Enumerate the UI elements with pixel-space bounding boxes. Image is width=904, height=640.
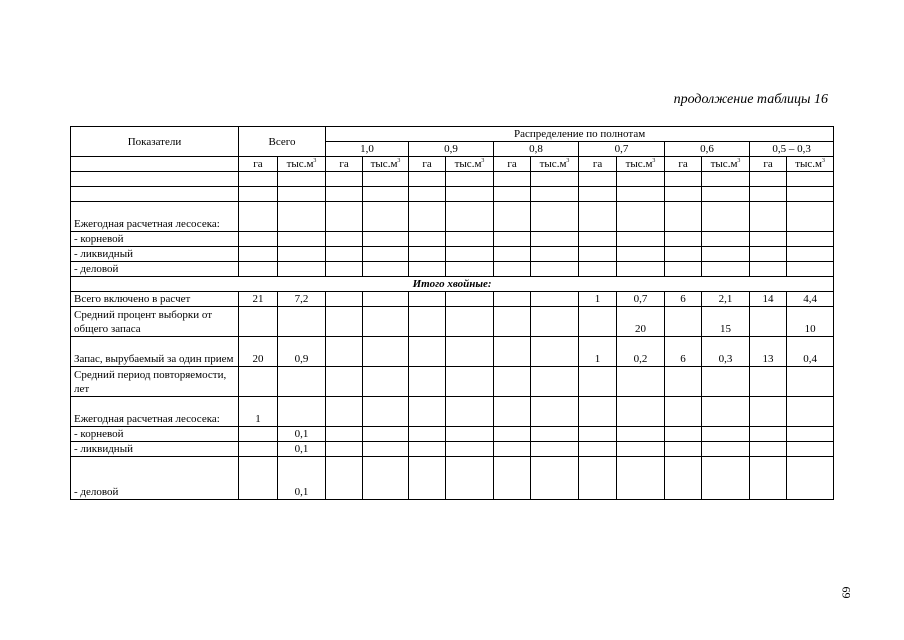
table-cell: [409, 457, 446, 500]
table-cell: 21: [239, 292, 278, 307]
table-cell: [750, 172, 787, 187]
row-label: Ежегодная расчетная лесосека:: [71, 397, 239, 427]
table-cell: [531, 367, 579, 397]
header-indicators: Показатели: [71, 127, 239, 157]
table-cell: [531, 442, 579, 457]
table-cell: [787, 172, 834, 187]
table-cell: [617, 232, 665, 247]
table-cell: [278, 307, 326, 337]
unit-volume-superscript: 3: [737, 158, 741, 164]
table-cell: [363, 187, 409, 202]
table-cell: [446, 262, 494, 277]
table-cell: [665, 442, 702, 457]
table-row: [71, 367, 834, 397]
table-cell: [326, 262, 363, 277]
table-cell: [363, 427, 409, 442]
table-row: [71, 427, 834, 442]
table-cell: [239, 427, 278, 442]
header-group-0: 1,0: [326, 142, 409, 157]
unit-volume-text: тыс.м: [539, 158, 567, 170]
table-cell: [494, 247, 531, 262]
table-row: [71, 187, 834, 202]
table-cell: [750, 457, 787, 500]
table-cell: [787, 367, 834, 397]
table-cell: [326, 427, 363, 442]
table-cell: [363, 367, 409, 397]
table-cell: [278, 262, 326, 277]
table-cell: 20: [239, 337, 278, 367]
table-cell: [531, 247, 579, 262]
table-cell: [665, 172, 702, 187]
table-row: [71, 247, 834, 262]
table-cell: 20: [617, 307, 665, 337]
table-cell: [787, 457, 834, 500]
table-cell: 0,9: [278, 337, 326, 367]
table-cell: 15: [702, 307, 750, 337]
table-cell: [446, 202, 494, 232]
header-group-2: 0,8: [494, 142, 579, 157]
table-cell: [239, 307, 278, 337]
unit-volume-superscript: 3: [822, 158, 825, 164]
table-cell: [494, 187, 531, 202]
header-unit-volume: [278, 157, 326, 172]
table-cell: [665, 187, 702, 202]
table-cell: [409, 202, 446, 232]
unit-volume-superscript: 3: [652, 158, 656, 164]
table-cell: [750, 442, 787, 457]
table-cell: [446, 247, 494, 262]
table-cell: [326, 232, 363, 247]
header-unit-volume: [617, 157, 665, 172]
table-cell: 7,2: [278, 292, 326, 307]
table-cell: [494, 232, 531, 247]
table-cell: [446, 292, 494, 307]
table-row: [71, 232, 834, 247]
table-cell: 1: [579, 292, 617, 307]
table-cell: [750, 307, 787, 337]
table-cell: [494, 307, 531, 337]
unit-volume-text: тыс.м: [625, 158, 653, 170]
table-cell: [446, 457, 494, 500]
table-cell: [787, 262, 834, 277]
table-cell: [326, 457, 363, 500]
header-unit-volume: [702, 157, 750, 172]
header-unit-volume: [363, 157, 409, 172]
table-cell: [702, 172, 750, 187]
table-cell: [617, 262, 665, 277]
table-cell: [617, 457, 665, 500]
row-label: - деловой: [71, 262, 239, 277]
table-cell: [239, 232, 278, 247]
header-unit-ha: га: [239, 157, 278, 172]
table-row: [71, 337, 834, 367]
table-cell: [409, 307, 446, 337]
table-cell: [363, 247, 409, 262]
table-cell: [326, 442, 363, 457]
table-cell: [239, 187, 278, 202]
table-cell: [446, 187, 494, 202]
table-cell: [531, 457, 579, 500]
row-label: Запас, вырубаемый за один прием: [71, 337, 239, 367]
table-cell: [617, 367, 665, 397]
unit-volume-text: тыс.м: [795, 158, 822, 170]
table-cell: [665, 427, 702, 442]
table-cell: [326, 397, 363, 427]
table-cell: [750, 397, 787, 427]
table-cell: 0,2: [617, 337, 665, 367]
table-cell: [617, 442, 665, 457]
table-cell: 6: [665, 337, 702, 367]
header-group-4: 0,6: [665, 142, 750, 157]
table-cell: 0,1: [278, 427, 326, 442]
row-label: Ежегодная расчетная лесосека:: [71, 202, 239, 232]
table-cell: [531, 172, 579, 187]
table-cell: 0,1: [278, 442, 326, 457]
table-cell: [665, 262, 702, 277]
table-cell: 0,4: [787, 337, 834, 367]
header-unit-ha: га: [409, 157, 446, 172]
table-cell: [278, 397, 326, 427]
table-cell: [787, 442, 834, 457]
table-body: [71, 172, 834, 500]
table-cell: [363, 397, 409, 427]
table-cell: [326, 172, 363, 187]
table-cell: [409, 247, 446, 262]
table-cell: [326, 187, 363, 202]
table-row: [71, 262, 834, 277]
table-cell: [787, 397, 834, 427]
table-cell: [494, 442, 531, 457]
header-unit-ha: га: [579, 157, 617, 172]
header-group-3: 0,7: [579, 142, 665, 157]
table-cell: [702, 232, 750, 247]
table-row: [71, 442, 834, 457]
table-header: [71, 127, 834, 172]
table-cell: [579, 247, 617, 262]
data-table: [70, 126, 834, 500]
table-cell: [702, 442, 750, 457]
table-cell: [409, 337, 446, 367]
unit-volume-superscript: 3: [313, 158, 317, 164]
table-cell: [579, 427, 617, 442]
table-cell: [665, 232, 702, 247]
table-cell: [446, 442, 494, 457]
table-cell: [363, 457, 409, 500]
row-label: - ликвидный: [71, 247, 239, 262]
table-cell: [494, 172, 531, 187]
table-cell: [787, 232, 834, 247]
header-unit-volume: [531, 157, 579, 172]
table-cell: 10: [787, 307, 834, 337]
table-cell: [750, 247, 787, 262]
table-cell: [787, 247, 834, 262]
unit-volume-text: тыс.м: [286, 158, 314, 170]
table-cell: [239, 457, 278, 500]
table-cell: [494, 292, 531, 307]
table-cell: 0,7: [617, 292, 665, 307]
table-cell: [409, 442, 446, 457]
table-cell: [665, 457, 702, 500]
table-cell: [579, 442, 617, 457]
row-label: - корневой: [71, 427, 239, 442]
unit-volume-superscript: 3: [397, 158, 401, 164]
table-cell: [363, 262, 409, 277]
table-cell: [531, 337, 579, 367]
table-cell: [617, 172, 665, 187]
table-cell: [409, 292, 446, 307]
table-cell: [702, 247, 750, 262]
row-label: - ликвидный: [71, 442, 239, 457]
table-cell: [579, 262, 617, 277]
unit-volume-text: тыс.м: [454, 158, 482, 170]
row-label: [71, 172, 239, 187]
table-cell: [787, 202, 834, 232]
section-title: Итого хвойные:: [71, 277, 834, 292]
table-cell: 1: [579, 337, 617, 367]
table-cell: [579, 202, 617, 232]
table-cell: [409, 367, 446, 397]
table-row: [71, 202, 834, 232]
table-cell: [239, 442, 278, 457]
table-cell: [617, 397, 665, 427]
table-cell: [494, 262, 531, 277]
table-row: [71, 172, 834, 187]
table-cell: [531, 427, 579, 442]
table-cell: 4,4: [787, 292, 834, 307]
table-cell: [579, 187, 617, 202]
table-cell: [278, 247, 326, 262]
table-cell: [750, 202, 787, 232]
table-cell: [278, 172, 326, 187]
table-cell: [363, 442, 409, 457]
table-cell: [665, 307, 702, 337]
table-cell: [239, 367, 278, 397]
table-cell: [363, 232, 409, 247]
table-cell: 0,3: [702, 337, 750, 367]
table-cell: [239, 262, 278, 277]
table-cell: [278, 202, 326, 232]
table-cell: [494, 337, 531, 367]
table-cell: [702, 367, 750, 397]
header-group-5: 0,5 – 0,3: [750, 142, 834, 157]
header-group-1: 0,9: [409, 142, 494, 157]
table-cell: [409, 427, 446, 442]
table-cell: 1: [239, 397, 278, 427]
table-cell: [446, 397, 494, 427]
table-cell: [702, 187, 750, 202]
table-cell: [494, 427, 531, 442]
table-cell: [617, 202, 665, 232]
table-cell: [617, 427, 665, 442]
table-cell: [702, 262, 750, 277]
table-cell: [363, 337, 409, 367]
table-cell: [409, 397, 446, 427]
table-cell: [531, 262, 579, 277]
table-cell: [446, 172, 494, 187]
table-cell: [579, 397, 617, 427]
table-cell: [750, 367, 787, 397]
table-cell: 0,1: [278, 457, 326, 500]
table-cell: [531, 397, 579, 427]
table-row: [71, 457, 834, 500]
row-label: Средний процент выборки от общего запаса: [71, 307, 239, 337]
table-cell: [326, 247, 363, 262]
table-cell: [494, 457, 531, 500]
table-cell: [363, 307, 409, 337]
table-cell: [278, 232, 326, 247]
header-unit-ha: га: [750, 157, 787, 172]
table-cell: [617, 247, 665, 262]
table-cell: [579, 232, 617, 247]
table-cell: [239, 202, 278, 232]
table-cell: [326, 292, 363, 307]
table-cell: 2,1: [702, 292, 750, 307]
header-unit-ha: га: [326, 157, 363, 172]
table-cell: [750, 427, 787, 442]
unit-volume-superscript: 3: [481, 158, 485, 164]
unit-volume-text: тыс.м: [370, 158, 398, 170]
table-cell: [787, 427, 834, 442]
table-row: [71, 307, 834, 337]
table-cell: [787, 187, 834, 202]
row-label: Всего включено в расчет: [71, 292, 239, 307]
table-cell: [579, 307, 617, 337]
table-cell: [531, 202, 579, 232]
table-cell: [531, 187, 579, 202]
table-cell: [579, 172, 617, 187]
table-cell: [409, 172, 446, 187]
table-cell: [579, 457, 617, 500]
unit-volume-superscript: 3: [566, 158, 570, 164]
table-cell: [239, 172, 278, 187]
table-cell: [446, 337, 494, 367]
row-label: - корневой: [71, 232, 239, 247]
table-cell: [409, 262, 446, 277]
header-unit-ha: га: [494, 157, 531, 172]
table-caption: продолжение таблицы 16: [673, 92, 828, 107]
table-cell: [665, 202, 702, 232]
row-label: [71, 187, 239, 202]
table-cell: [579, 367, 617, 397]
table-cell: [531, 232, 579, 247]
table-cell: [363, 292, 409, 307]
table-row: [71, 397, 834, 427]
table-cell: [326, 307, 363, 337]
table-cell: [239, 247, 278, 262]
table-cell: [665, 247, 702, 262]
table-cell: [278, 367, 326, 397]
table-cell: [665, 397, 702, 427]
table-cell: [446, 232, 494, 247]
table-row: [71, 292, 834, 307]
table-cell: [326, 367, 363, 397]
header-unit-ha: га: [665, 157, 702, 172]
table-cell: [363, 172, 409, 187]
table-cell: [750, 262, 787, 277]
row-label: - деловой: [71, 457, 239, 500]
table-cell: [665, 367, 702, 397]
table-cell: [363, 202, 409, 232]
table-cell: [702, 457, 750, 500]
table-cell: [702, 202, 750, 232]
table-cell: [278, 187, 326, 202]
table-cell: [494, 202, 531, 232]
table-cell: [702, 397, 750, 427]
table-cell: 14: [750, 292, 787, 307]
table-cell: [409, 187, 446, 202]
table-cell: [702, 427, 750, 442]
header-total: Всего: [239, 127, 326, 157]
header-unit-blank: [71, 157, 239, 172]
header-distribution: Распределение по полнотам: [326, 127, 834, 142]
row-label: Средний период повторяемости, лет: [71, 367, 239, 397]
table-cell: 13: [750, 337, 787, 367]
table-cell: [326, 337, 363, 367]
table-cell: [409, 232, 446, 247]
table-cell: [446, 307, 494, 337]
table-cell: 6: [665, 292, 702, 307]
table-cell: [326, 202, 363, 232]
table-cell: [531, 307, 579, 337]
table-cell: [494, 397, 531, 427]
section-row: [71, 277, 834, 292]
page-number: 69: [839, 586, 854, 599]
table-cell: [750, 232, 787, 247]
unit-volume-text: тыс.м: [710, 158, 738, 170]
table-cell: [617, 187, 665, 202]
table-cell: [494, 367, 531, 397]
table-cell: [446, 427, 494, 442]
table-cell: [446, 367, 494, 397]
table-cell: [531, 292, 579, 307]
header-unit-volume: [787, 157, 834, 172]
table-cell: [750, 187, 787, 202]
header-unit-volume: [446, 157, 494, 172]
